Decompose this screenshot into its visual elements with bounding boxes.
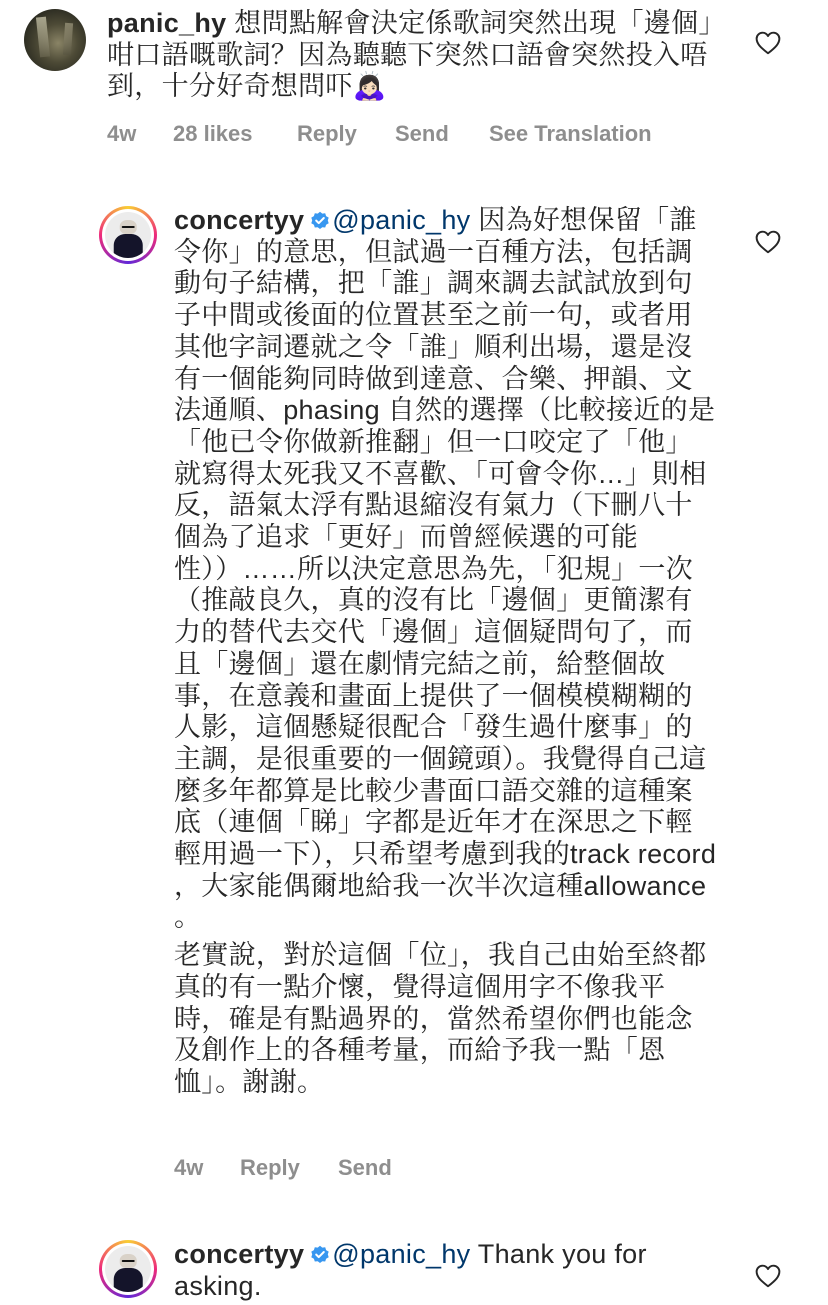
comment-2-paragraph-1: 因為好想保留「誰令你」的意思，但試過一百種方法，包括調動句子結構，把「誰」調來調去試試放到句子中間或後面的位置甚至之前一句，或者用其他字詞遷就之令「誰」順利出場，還是沒有一個能夠同時做到達意、合樂、押韻、文法通順、phasing 自然的選擇（比較接近的是「他已令你做新推翻」但一口咬定了「他」就寫得太死我又不喜歡、「可會令你…」則相反，語氣太浮有點退縮沒有氣力（下刪八十個為了追求「更好」而曾經候選的可能性））……所以決定意思為先，「犯規」一次（推敲良久，真的沒有比「邊個」更簡潔有力的替代去交代「邊個」這個疑問句了，而且「邊個」還在劇情完結之前，給整個故事，在意義和畫面上提供了一個模模糊糊的人影，這個懸疑很配合「發生過什麼事」的主調，是很重要的一個鏡頭）。我覺得自己這麼多年都算是比較少書面口語交雜的這種案底（連個「睇」字都是近年才在深思之下輕輕用過一下），只希望考慮到我的track record ，大家能偶爾地給我一次半次這種allowance 。 [174,205,717,933]
comment-2-meta [174,1155,392,1181]
verified-badge-icon [310,1245,330,1265]
comment-3-mention[interactable]: @panic_hy [332,1239,471,1269]
heart-outline-icon[interactable] [755,31,781,55]
comment-1-time: 4w [107,121,137,146]
avatar-concertyy[interactable] [99,1240,157,1298]
avatar-concertyy[interactable] [99,206,157,264]
comment-3-body [174,1239,719,1302]
comment-2-send-button[interactable]: Send [338,1155,392,1180]
comment-1-likes[interactable]: 28 likes [173,121,253,146]
comment-1-send-button[interactable]: Send [395,121,449,146]
comment-1-text: 想問點解會決定係歌詞突然出現「邊個」咁口語嘅歌詞？因為聽聽下突然口語會突然投入唔到，十分好奇想問吓🙇🏻‍♀️ [107,8,713,102]
comment-2-body [174,205,719,1099]
comment-1-body [107,8,717,103]
comment-2-reply-button[interactable]: Reply [240,1155,300,1180]
comment-2-mention[interactable]: @panic_hy [332,205,471,235]
comment-2-time: 4w [174,1155,204,1180]
heart-outline-icon[interactable] [755,1264,781,1288]
comment-2-username[interactable]: concertyy [174,205,305,235]
avatar-panic-hy[interactable] [24,9,86,71]
comment-1-reply-button[interactable]: Reply [297,121,357,146]
comment-1-see-translation-button[interactable]: See Translation [489,121,652,146]
comment-3-text: Thank you for asking. [174,1239,647,1301]
verified-badge-icon [310,211,330,231]
heart-outline-icon[interactable] [755,230,781,254]
comment-1-meta [107,121,652,147]
comment-1-username[interactable]: panic_hy [107,8,227,38]
comment-3-username[interactable]: concertyy [174,1239,305,1269]
comment-2-paragraph-2: 老實說，對於這個「位」，我自己由始至終都真的有一點介懷，覺得這個用字不像我平時，確是有點過界的，當然希望你們也能念及創作上的各種考量，而給予我一點「恩恤」。謝謝。 [174,940,707,1097]
